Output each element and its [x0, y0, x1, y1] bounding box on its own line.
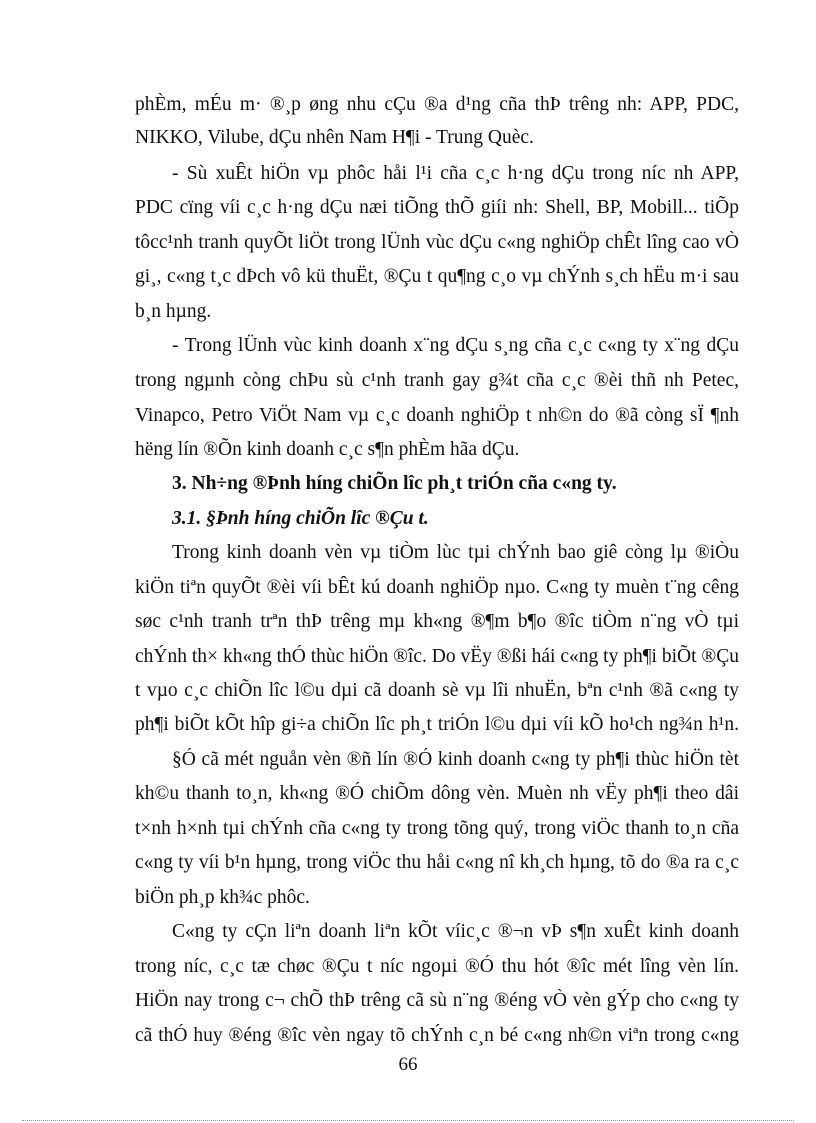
- paragraph-line: b¸n hµng.: [135, 301, 212, 322]
- paragraph-line: t vµo c¸c chiÕn lîc l©u dµi cã doanh sè vµ lîi nhuËn, bªn c¹nh ®ã c«ng ty: [135, 680, 739, 701]
- paragraph-line: trong ngµnh còng chÞu sù c¹nh tranh gay g¾t cña c¸c ®èi thñ nh Petec,: [135, 370, 739, 391]
- paragraph-line: Trong kinh doanh vèn vµ tiÒm lùc tµi chÝnh bao giê còng lµ ®iÒu: [172, 542, 739, 563]
- paragraph-line: chÝnh th× kh«ng thÓ thùc hiÖn ®îc. Do vËy ®ßi hái c«ng ty ph¶i biÕt ®Çu: [135, 646, 739, 667]
- page-bottom-divider: [22, 1120, 794, 1121]
- paragraph-line: søc c¹nh tranh trªn thÞ trêng mµ kh«ng ®¶m b¶o ®îc tiÒm n¨ng vÒ tµi: [135, 611, 739, 632]
- paragraph-line: biÖn ph¸p kh¾c phôc.: [135, 887, 310, 908]
- paragraph-line: - Trong lÜnh vùc kinh doanh x¨ng dÇu s¸ng cña c¸c c«ng ty x¨ng dÇu: [172, 335, 739, 356]
- paragraph-line: hëng lín ®Õn kinh doanh c¸c s¶n phÈm hãa dÇu.: [135, 439, 520, 460]
- paragraph-line: c«ng ty víi b¹n hµng, trong viÖc thu håi c«ng nî kh¸ch hµng, tõ do ®a ra c¸c: [135, 852, 739, 873]
- paragraph-line: cã thÓ huy ®éng ®îc vèn ngay tõ chÝnh c¸n bé c«ng nh©n viªn trong c«ng: [135, 1025, 739, 1046]
- paragraph-line: trong níc, c¸c tæ chøc ®Çu t níc ngoµi ®Ó thu hót ®îc mét lîng vèn lín.: [135, 956, 739, 977]
- subsection-heading: 3.1. §Þnh híng chiÕn lîc ®Çu t.: [172, 508, 429, 529]
- paragraph-line: Vinapco, Petro ViÖt Nam vµ c¸c doanh nghiÖp t nh©n do ®ã còng sÏ ¶nh: [135, 405, 739, 426]
- paragraph-line: t×nh h×nh tµi chÝnh cña c«ng ty trong tõng quý, trong viÖc thanh to¸n cña: [135, 818, 739, 839]
- paragraph-line: NIKKO, Vilube, dÇu nhên Nam H¶i - Trung Quèc.: [135, 127, 534, 148]
- paragraph-line: tôcc¹nh tranh quyÕt liÖt trong lÜnh vùc dÇu c«ng nghiÖp chÊt lîng cao vÒ: [135, 232, 739, 253]
- paragraph-line: kiÖn tiªn quyÕt ®èi víi bÊt kú doanh nghiÖp nµo. C«ng ty muèn t¨ng cêng: [135, 577, 739, 598]
- paragraph-line: - Sù xuÊt hiÖn vµ phôc håi l¹i cña c¸c h·ng dÇu trong níc nh APP,: [172, 163, 739, 184]
- paragraph-line: kh©u thanh to¸n, kh«ng ®Ó chiÕm dông vèn. Muèn nh vËy ph¶i theo dâi: [135, 783, 739, 804]
- paragraph-line: gi¸, c«ng t¸c dÞch vô kü thuËt, ®Çu t qu¶ng c¸o vµ chÝnh s¸ch hËu m·i sau: [135, 266, 739, 287]
- paragraph-line: PDC cïng víi c¸c h·ng dÇu næi tiÕng thÕ giíi nh: Shell, BP, Mobill... tiÕp: [135, 197, 739, 218]
- paragraph-line: HiÖn nay trong c¬ chÕ thÞ trêng cã sù n¨ng ®éng vÒ vèn gÝp cho c«ng ty: [135, 990, 739, 1011]
- paragraph-line: §Ó cã mét nguån vèn ®ñ lín ®Ó kinh doanh c«ng ty ph¶i thùc hiÖn tèt: [172, 749, 739, 770]
- page-number: 66: [398, 1054, 418, 1075]
- paragraph-line: phÈm, mÉu m· ®¸p øng nhu cÇu ®a d¹ng cña thÞ trêng nh: APP, PDC,: [135, 94, 739, 115]
- paragraph-line: ph¶i biÕt kÕt hîp gi÷a chiÕn lîc ph¸t triÓn l©u dµi víi kÕ ho¹ch ng¾n h¹n.: [135, 714, 739, 735]
- section-heading: 3. Nh÷ng ®Þnh híng chiÕn lîc ph¸t triÓn cña c«ng ty.: [172, 473, 617, 494]
- paragraph-line: C«ng ty cÇn liªn doanh liªn kÕt víic¸c ®¬n vÞ s¶n xuÊt kinh doanh: [172, 921, 739, 942]
